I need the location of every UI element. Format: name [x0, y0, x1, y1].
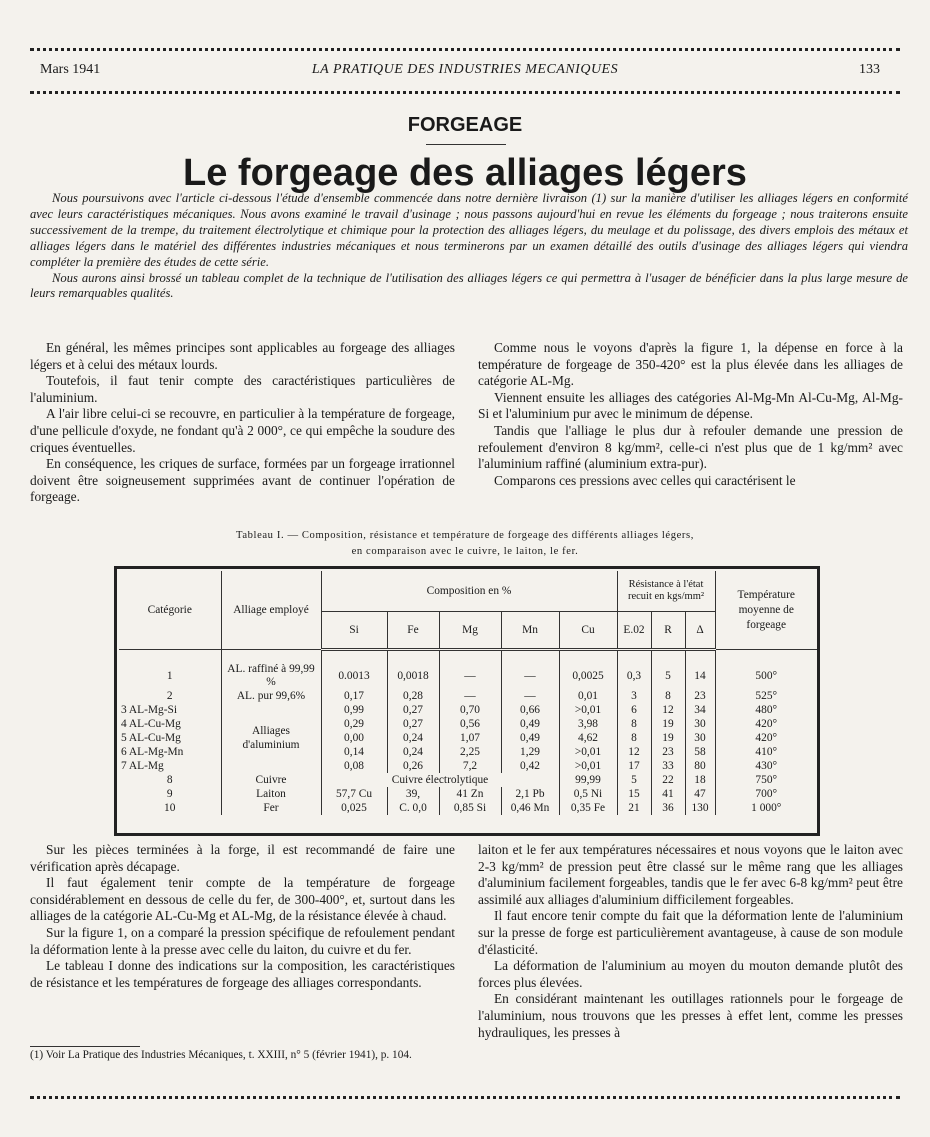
table-cell: 17	[617, 759, 651, 773]
table-row	[119, 689, 817, 703]
table-cell: 0,26	[387, 759, 439, 773]
header-date: Mars 1941	[40, 62, 101, 77]
paragraph: Sur les pièces terminées à la forge, il est recommandé de faire une vérification après décapage.	[30, 842, 455, 874]
table-cell: 36	[651, 801, 685, 815]
table-cell: 12	[651, 703, 685, 717]
table-cell: 0,99	[321, 703, 387, 717]
table-row	[119, 801, 817, 815]
table-cell: 0.0013	[321, 663, 387, 689]
table-cell: 0,85 Si	[439, 801, 501, 815]
paragraph: Le tableau I donne des indications sur la composition, les caractéristiques de résistance et les températures de forgeage des alliages correspondants.	[30, 958, 455, 990]
table-cell: 80	[685, 759, 715, 773]
table-cell: 8	[651, 689, 685, 703]
table-cell: 700°	[715, 787, 817, 801]
table-cell: 58	[685, 745, 715, 759]
table-cell: 1,29	[501, 745, 559, 759]
subheader: Mg	[439, 612, 501, 650]
table-cell: Fer	[221, 801, 321, 815]
table-cell: 23	[651, 745, 685, 759]
table-cell: 6 AL-Mg-Mn	[121, 746, 184, 758]
table-cell: 130	[685, 801, 715, 815]
table-cell: >0,01	[559, 703, 617, 717]
table-cell: AL. pur 99,6%	[221, 689, 321, 703]
table-cell: Laiton	[221, 787, 321, 801]
table-cell: 57,7 Cu	[321, 787, 387, 801]
table-cell: Cuivre électrolytique	[321, 773, 559, 787]
table-cell: 0,70	[439, 703, 501, 717]
paragraph: Sur la figure 1, on a comparé la pression spécifique de refoulement pendant la déformation lente à la presse avec celle du laiton, du cuivre et du fer.	[30, 924, 455, 957]
top-dotted-rule	[30, 48, 900, 51]
intro-paragraph: Nous aurons ainsi brossé un tableau complet de la technique de l'utilisation des alliages légers ce qui permettra à l'usager de bénéficier dans la plus large mesure de leurs remarquables qualités.	[30, 270, 908, 301]
table-cell: 430°	[715, 759, 817, 773]
table-caption-line: Tableau I. — Composition, résistance et température de forgeage des différents alliages légers,	[236, 530, 694, 541]
table-cell: 0,42	[501, 759, 559, 773]
paragraph: Comparons ces pressions avec celles qui caractérisent le	[494, 472, 796, 488]
paragraph: Toutefois, il faut tenir compte des caractéristiques particulières de l'aluminium.	[30, 373, 455, 405]
table-cell: 12	[617, 745, 651, 759]
table-cell: 10	[164, 802, 176, 814]
table-cell: 3	[617, 689, 651, 703]
article-title: Le forgeage des alliages légers	[183, 152, 747, 194]
subheader: Cu	[559, 612, 617, 650]
table-cell: 0,17	[321, 689, 387, 703]
table-cell: —	[439, 663, 501, 689]
section-underline	[426, 144, 506, 145]
table-cell: 0,14	[321, 745, 387, 759]
subheader: Fe	[387, 612, 439, 650]
header-dotted-rule	[30, 91, 900, 94]
footnote-rule	[30, 1046, 140, 1047]
table-cell: 4 AL-Cu-Mg	[121, 718, 181, 730]
table-cell: 0,27	[387, 703, 439, 717]
table-cell: 47	[685, 787, 715, 801]
header-categorie: Catégorie	[119, 571, 221, 650]
table-cell: 19	[651, 731, 685, 745]
table-cell: 21	[617, 801, 651, 815]
table-cell: 420°	[715, 717, 817, 731]
table-cell: 410°	[715, 745, 817, 759]
composition-table	[114, 566, 820, 836]
paragraph: Il faut également tenir compte de la température de forgeage considérablement en dessous de celle du fer, de 300-400°, et, surtout dans les alliages de la catégorie AL-Cu-Mg et AL-Mg, de la résistance élevée à chaud.	[30, 875, 455, 924]
subheader: Si	[321, 612, 387, 650]
table-cell: 41	[651, 787, 685, 801]
table-cell: 6	[617, 703, 651, 717]
table-cell: 0,46 Mn	[501, 801, 559, 815]
article-intro	[30, 191, 908, 302]
table-cell: 7,2	[439, 759, 501, 773]
table-cell: 0,35 Fe	[559, 801, 617, 815]
table-cell: 0,24	[387, 745, 439, 759]
table-cell: 0,00	[321, 731, 387, 745]
bottom-dotted-rule	[30, 1096, 900, 1099]
section-heading: FORGEAGE	[407, 114, 523, 136]
upper-left-column	[30, 340, 455, 506]
paragraph: A l'air libre celui-ci se recouvre, en particulier à la température de forgeage, d'une pellicule d'oxyde, ne fondant qu'à 2 000°, ce qui empêche la soudure des criques éventuelles.	[30, 406, 455, 455]
table-cell: Cuivre	[221, 773, 321, 787]
subheader: E.02	[617, 612, 651, 650]
table-cell: 2	[166, 690, 173, 702]
upper-right-column	[478, 340, 903, 489]
subheader: Δ	[685, 612, 715, 650]
table-cell: 750°	[715, 773, 817, 787]
table-cell: 420°	[715, 731, 817, 745]
table-cell: 8	[617, 717, 651, 731]
lower-right-column	[478, 842, 903, 1041]
table-cell: 5	[651, 663, 685, 689]
table-cell: 0,56	[439, 717, 501, 731]
table-cell: 2,25	[439, 745, 501, 759]
table-cell: C. 0,0	[387, 801, 439, 815]
table-row	[119, 787, 817, 801]
lower-left-column	[30, 842, 455, 991]
header-journal: LA PRATIQUE DES INDUSTRIES MECANIQUES	[311, 62, 619, 77]
table-cell: >0,01	[559, 745, 617, 759]
table-cell: 30	[685, 731, 715, 745]
table-cell: 1,07	[439, 731, 501, 745]
table-cell: —	[439, 689, 501, 703]
table-cell: 0,66	[501, 703, 559, 717]
table-cell: 5 AL-Cu-Mg	[121, 732, 181, 744]
table-cell: 39,	[387, 787, 439, 801]
header-page-number: 133	[859, 62, 880, 77]
table-cell: 8	[617, 731, 651, 745]
table-cell: —	[501, 689, 559, 703]
paragraph: En général, les mêmes principes sont applicables au forgeage des alliages légers et à celui des métaux lourds.	[30, 340, 455, 372]
paragraph: En conséquence, les criques de surface, formées par un forgeage irrationnel doivent être soigneusement supprimées avant de continuer l'opération de forgeage.	[30, 456, 455, 505]
table-caption	[40, 528, 890, 560]
table-cell: 5	[617, 773, 651, 787]
table-cell: 22	[651, 773, 685, 787]
table-cell: 23	[685, 689, 715, 703]
paragraph: Il faut encore tenir compte du fait que la déformation lente de l'aluminium sur la presse de forge est particulièrement avantageuse, à cause de son module d'élasticité.	[478, 908, 903, 957]
table-cell: 0,01	[559, 689, 617, 703]
table-cell: 9	[166, 788, 173, 800]
table-cell: AL. raffiné à 99,99 %	[221, 663, 321, 689]
table-cell: 1 000°	[715, 801, 817, 815]
table-row	[119, 773, 817, 787]
footnote: (1) Voir La Pratique des Industries Mécaniques, t. XXIII, n° 5 (février 1941), p. 104.	[30, 1049, 412, 1061]
table-cell: 0,0018	[387, 663, 439, 689]
paragraph: Comme nous le voyons d'après la figure 1, la dépense en force à la température de forgeage de 350-420° est la plus élevée dans les alliages de catégorie AL-Mg.	[478, 340, 903, 389]
table-cell: 33	[651, 759, 685, 773]
table-cell: 0,025	[321, 801, 387, 815]
table-grid	[119, 571, 817, 815]
paragraph: Viennent ensuite les alliages des catégories Al-Mg-Mn Al-Cu-Mg, Al-Mg-Si et l'aluminium pur avec le minimum de dépense.	[478, 389, 903, 422]
table-cell: 18	[685, 773, 715, 787]
table-row	[119, 663, 817, 689]
table-cell: 0,49	[501, 731, 559, 745]
table-cell: 99,99	[559, 773, 617, 787]
header-alliage: Alliage employé	[221, 571, 321, 650]
table-cell: 2,1 Pb	[501, 787, 559, 801]
table-cell: 0,3	[617, 663, 651, 689]
subheader: R	[651, 612, 685, 650]
table-row	[119, 703, 817, 717]
table-cell: 0,27	[387, 717, 439, 731]
table-cell: 1	[166, 670, 173, 682]
table-cell: 3 AL-Mg-Si	[121, 704, 178, 716]
paragraph: La déformation de l'aluminium au moyen du mouton demande plutôt des forces plus élevées.	[478, 958, 903, 990]
table-cell: 30	[685, 717, 715, 731]
table-cell: >0,01	[559, 759, 617, 773]
table-cell: 34	[685, 703, 715, 717]
table-cell: 0,08	[321, 759, 387, 773]
table-caption-line: en comparaison avec le cuivre, le laiton, le fer.	[351, 546, 579, 557]
paragraph: En considérant maintenant les outillages rationnels pour le forgeage de l'aluminium, nous trouvons que les presses à effet lent, comme les presses hydrauliques, les presses à	[478, 991, 903, 1040]
table-cell: 0,29	[321, 717, 387, 731]
table-cell: 4,62	[559, 731, 617, 745]
table-cell: 8	[166, 774, 173, 786]
intro-paragraph: Nous poursuivons avec l'article ci-dessous l'étude d'ensemble commencée dans notre dernière livraison (1) sur la manière d'utiliser les alliages légers en conformité avec leurs caractéristiques mécaniques. Nous avons examiné le travail d'usinage ; nous passons aujourd'hui en revue les éléments du forgeage ; nous traiterons ensuite successivement de la trempe, du traitement électrolytique et chimique pour la protection des alliages légers, du meulage et du polissage, des divers emplois des métaux et alliages légers dans le matériel des différentes industries mécaniques et nous terminerons par un examen détaillé des outils d'usinage des alliages légers qui viendra compléter la première des études de cette série.	[30, 191, 908, 269]
table-cell: 14	[685, 663, 715, 689]
table-cell: 0,28	[387, 689, 439, 703]
table-cell: 0,24	[387, 731, 439, 745]
table-cell: 0,0025	[559, 663, 617, 689]
header-composition: Composition en %	[321, 571, 617, 612]
header-temperature: Température moyenne de forgeage	[715, 571, 817, 650]
table-cell: 19	[651, 717, 685, 731]
table-cell: 0,49	[501, 717, 559, 731]
table-cell: 3,98	[559, 717, 617, 731]
table-cell: 480°	[715, 703, 817, 717]
paragraph: laiton et le fer aux températures nécessaires et nous voyons que le laiton avec 2-3 kg/mm² de pression peut être classé sur le même rang que les alliages d'aluminium facilement forgeables, tandis que le fer avec 6-8 kg/mm² peut être assimilé aux alliages d'aluminium difficilement forgeables.	[478, 842, 903, 907]
running-header	[40, 62, 890, 80]
table-cell: Alliages d'aluminium	[221, 703, 321, 773]
table-cell: 525°	[715, 689, 817, 703]
table-cell: 15	[617, 787, 651, 801]
table-cell: 41 Zn	[439, 787, 501, 801]
table-cell: 0,5 Ni	[559, 787, 617, 801]
table-cell: 500°	[715, 663, 817, 689]
header-resistance: Résistance à l'état recuit en kgs/mm²	[617, 571, 715, 612]
table-cell: —	[501, 663, 559, 689]
subheader: Mn	[501, 612, 559, 650]
table-cell: 7 AL-Mg	[121, 760, 164, 772]
paragraph: Tandis que l'alliage le plus dur à refouler demande une pression de refoulement d'environ 8 kg/mm², celle-ci n'est plus que de 1 kg/mm² avec l'aluminium raffiné (aluminium extra-pur).	[478, 422, 903, 472]
